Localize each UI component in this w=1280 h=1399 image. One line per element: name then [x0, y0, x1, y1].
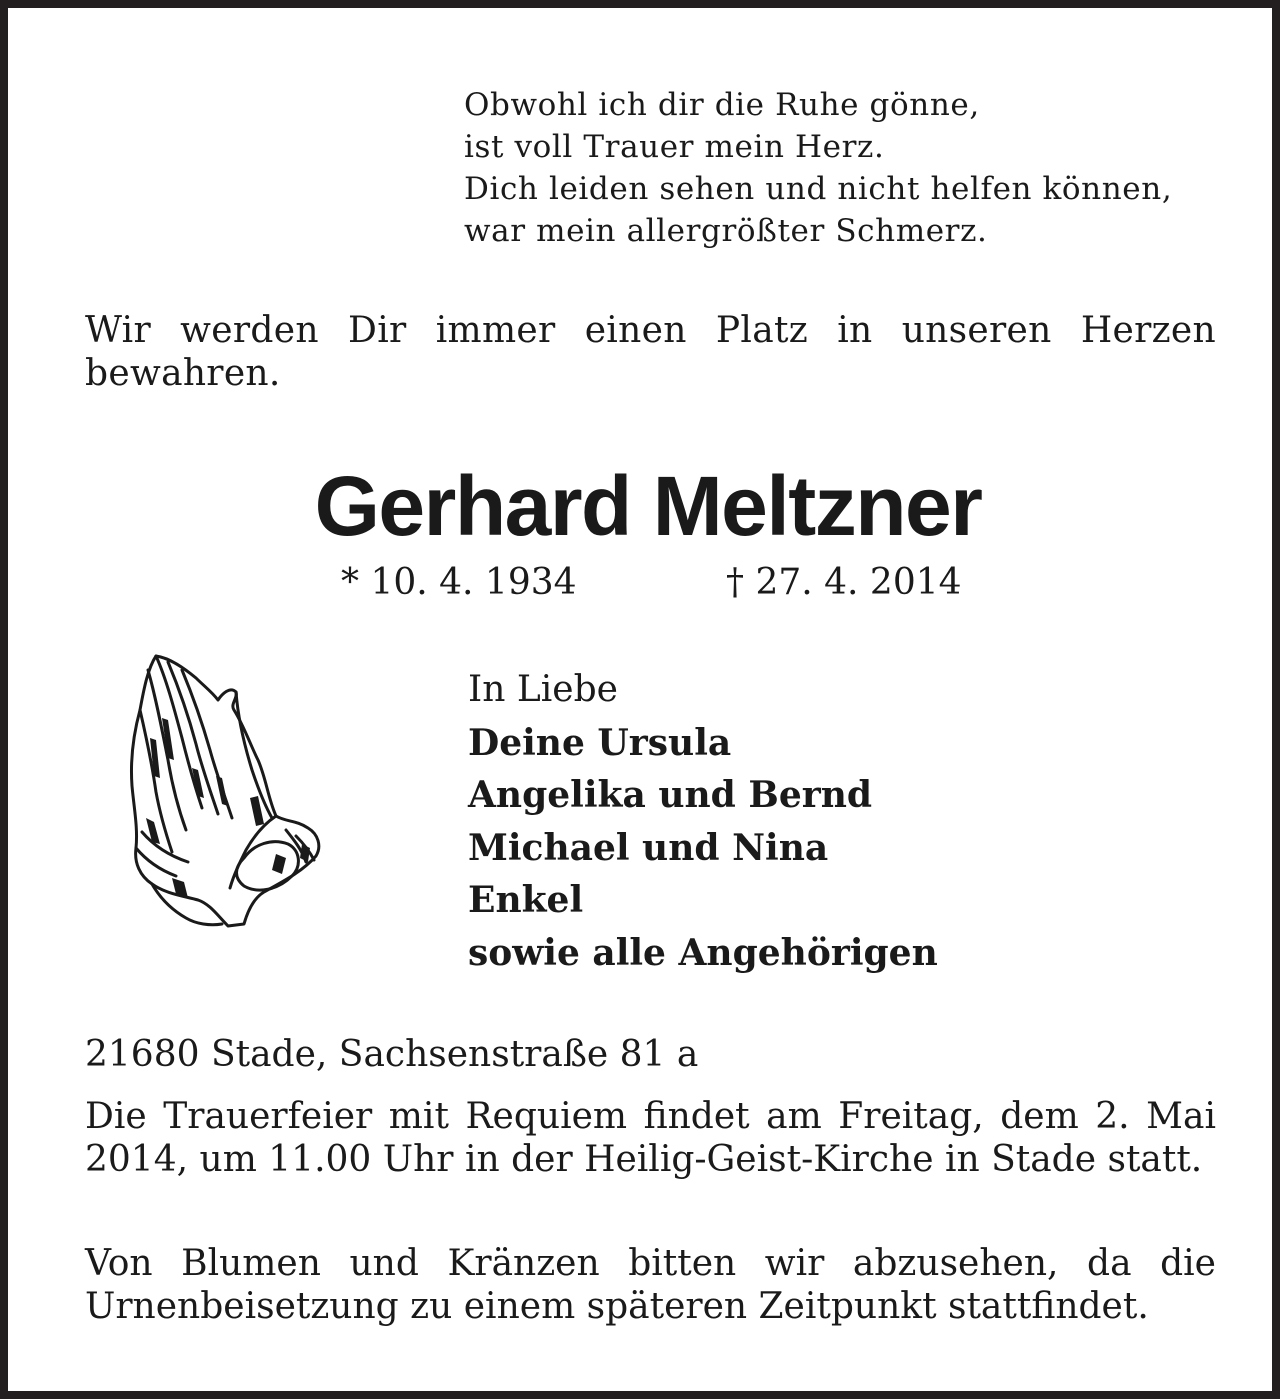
poem-line: Dich leiden sehen und nicht helfen können, [464, 171, 1173, 207]
intro-text: Wir werden Dir immer einen Platz in unseren Herzen bewahren. [85, 310, 1216, 394]
signature-name: Michael und Nina [468, 826, 829, 869]
flowers-request-text: Von Blumen und Kränzen bitten wir abzusehen, da die Urnenbeisetzung zu einem späteren Zeitpunkt stattfindet. [85, 1243, 1216, 1327]
poem-line: Obwohl ich dir die Ruhe gönne, [464, 87, 980, 123]
poem [464, 84, 1244, 252]
signatures [468, 664, 1228, 979]
signature-name: Deine Ursula [468, 721, 732, 764]
praying-hands-icon [126, 648, 326, 933]
signature-name: Enkel [468, 879, 584, 921]
funeral-service-text: Die Trauerfeier mit Requiem findet am Freitag, dem 2. Mai 2014, um 11.00 Uhr in der Heilig-Geist-Kirche in Stade statt. [85, 1096, 1216, 1180]
death-date: † 27. 4. 2014 [726, 562, 962, 603]
life-dates [8, 561, 1280, 605]
deceased-name: Gerhard Meltzner [314, 459, 982, 553]
poem-line: war mein allergrößter Schmerz. [464, 213, 988, 249]
birth-date: * 10. 4. 1934 [341, 562, 577, 603]
address: 21680 Stade, Sachsenstraße 81 a [85, 1034, 699, 1075]
poem-line: ist voll Trauer mein Herz. [464, 129, 885, 165]
signature-name: Angelika und Bernd [468, 774, 873, 816]
signature-lead: In Liebe [468, 669, 618, 710]
signature-name: sowie alle Angehörigen [468, 931, 938, 974]
